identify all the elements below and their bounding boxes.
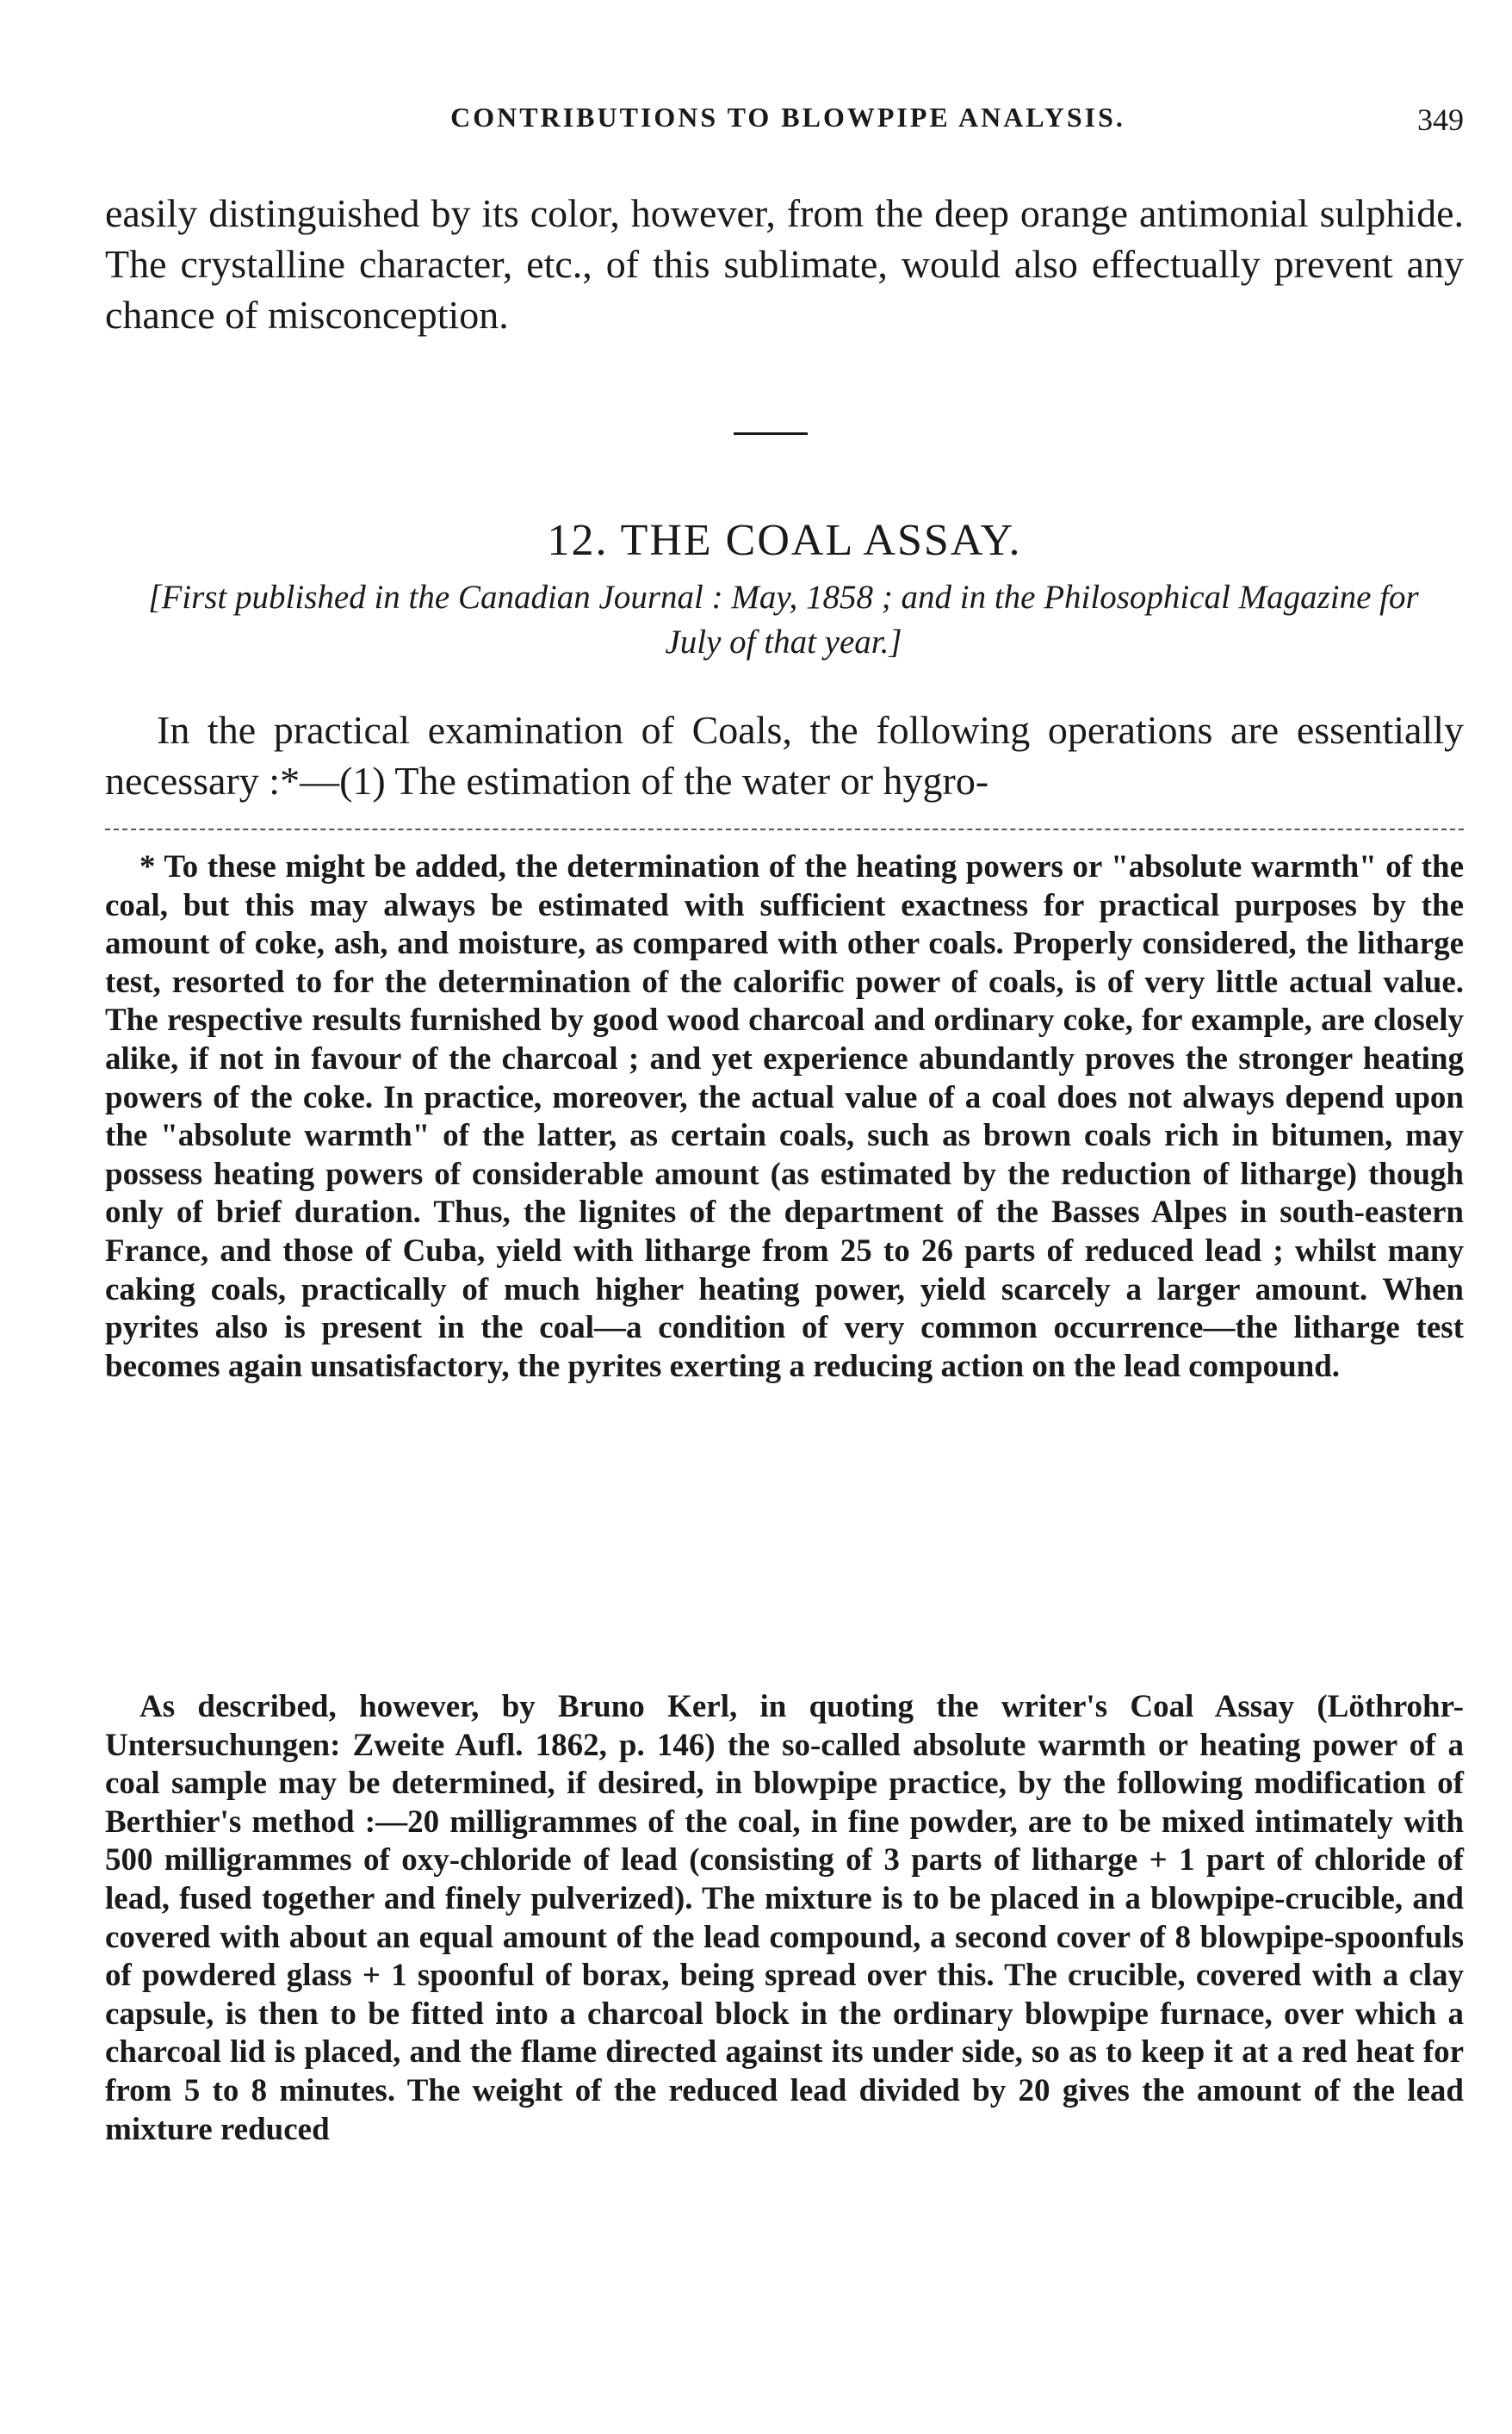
- footnote-paragraph-1: * To these might be added, the determination of the heating powers or "absolute warmth" of the coal, but this may always be estimated with sufficient exactness for practical purposes by the amount of coke, ash, and moisture, as compared with other coals. Properly considered, the litharge test, resorted to for the determination of the calorific power of coals, is of very little actual value. The respective results furnished by good wood charcoal and ordinary coke, for example, are closely alike, if not in favour of the charcoal ; and yet experience abundantly proves the stronger heating powers of the coke. In practice, moreover, the actual value of a coal does not always depend upon the "absolute warmth" of the latter, as certain coals, such as brown coals rich in bitumen, may possess heating powers of considerable amount (as estimated by the reduction of litharge) though only of brief duration. Thus, the lignites of the department of the Basses Alpes in south-eastern France, and those of Cuba, yield with litharge from 25 to 26 parts of reduced lead ; whilst many caking coals, practically of much higher heating power, yield scarcely a larger amount. When pyrites also is present in the coal—a condition of very common occurrence—the litharge test becomes again unsatisfactory, the pyrites exerting a reducing action on the lead compound.: [105, 849, 1464, 1384]
- page-number: 349: [1417, 102, 1464, 137]
- footnote-divider: [105, 829, 1464, 830]
- intro-paragraph: easily distinguished by its color, however, from the deep orange antimonial sulphide. The crystalline character, etc., of this sublimate, would also effectually prevent any chance of misconception.: [105, 191, 1464, 337]
- footnote-paragraph-2: As described, however, by Bruno Kerl, in quoting the writer's Coal Assay (Löthrohr-Untersuchungen: Zweite Aufl. 1862, p. 146) the so-called absolute warmth or heating power of a coal sample may be determined, if desired, in blowpipe practice, by the following modification of Berthier's method :—20 milligrammes of the coal, in fine powder, are to be mixed intimately with 500 milligrammes of oxy-chloride of lead (consisting of 3 parts of litharge + 1 part of chloride of lead, fused together and finely pulverized). The mixture is to be placed in a blowpipe-crucible, and covered with about an equal amount of the lead compound, a second cover of 8 blowpipe-spoonfuls of powdered glass + 1 spoonful of borax, being spread over this. The crucible, covered with a clay capsule, is then to be fitted into a charcoal block in the ordinary blowpipe furnace, over which a charcoal lid is placed, and the flame directed against its under side, so as to keep it at a red heat for from 5 to 8 minutes. The weight of the reduced lead divided by 20 gives the amount of the lead mixture reduced: [105, 1689, 1464, 2147]
- running-head: [112, 102, 1464, 145]
- running-title: CONTRIBUTIONS TO BLOWPIPE ANALYSIS.: [450, 102, 1125, 133]
- section-divider: [734, 432, 808, 435]
- publication-note: [First published in the Canadian Journal : May, 1858 ; and in the Philosophical Magazine for July of that year.]: [148, 579, 1419, 661]
- main-paragraph: In the practical examination of Coals, the following operations are essentially necessary :*—(1) The estimation of the water or hygro-: [105, 708, 1464, 803]
- section-heading: 12. THE COAL ASSAY.: [547, 516, 1022, 565]
